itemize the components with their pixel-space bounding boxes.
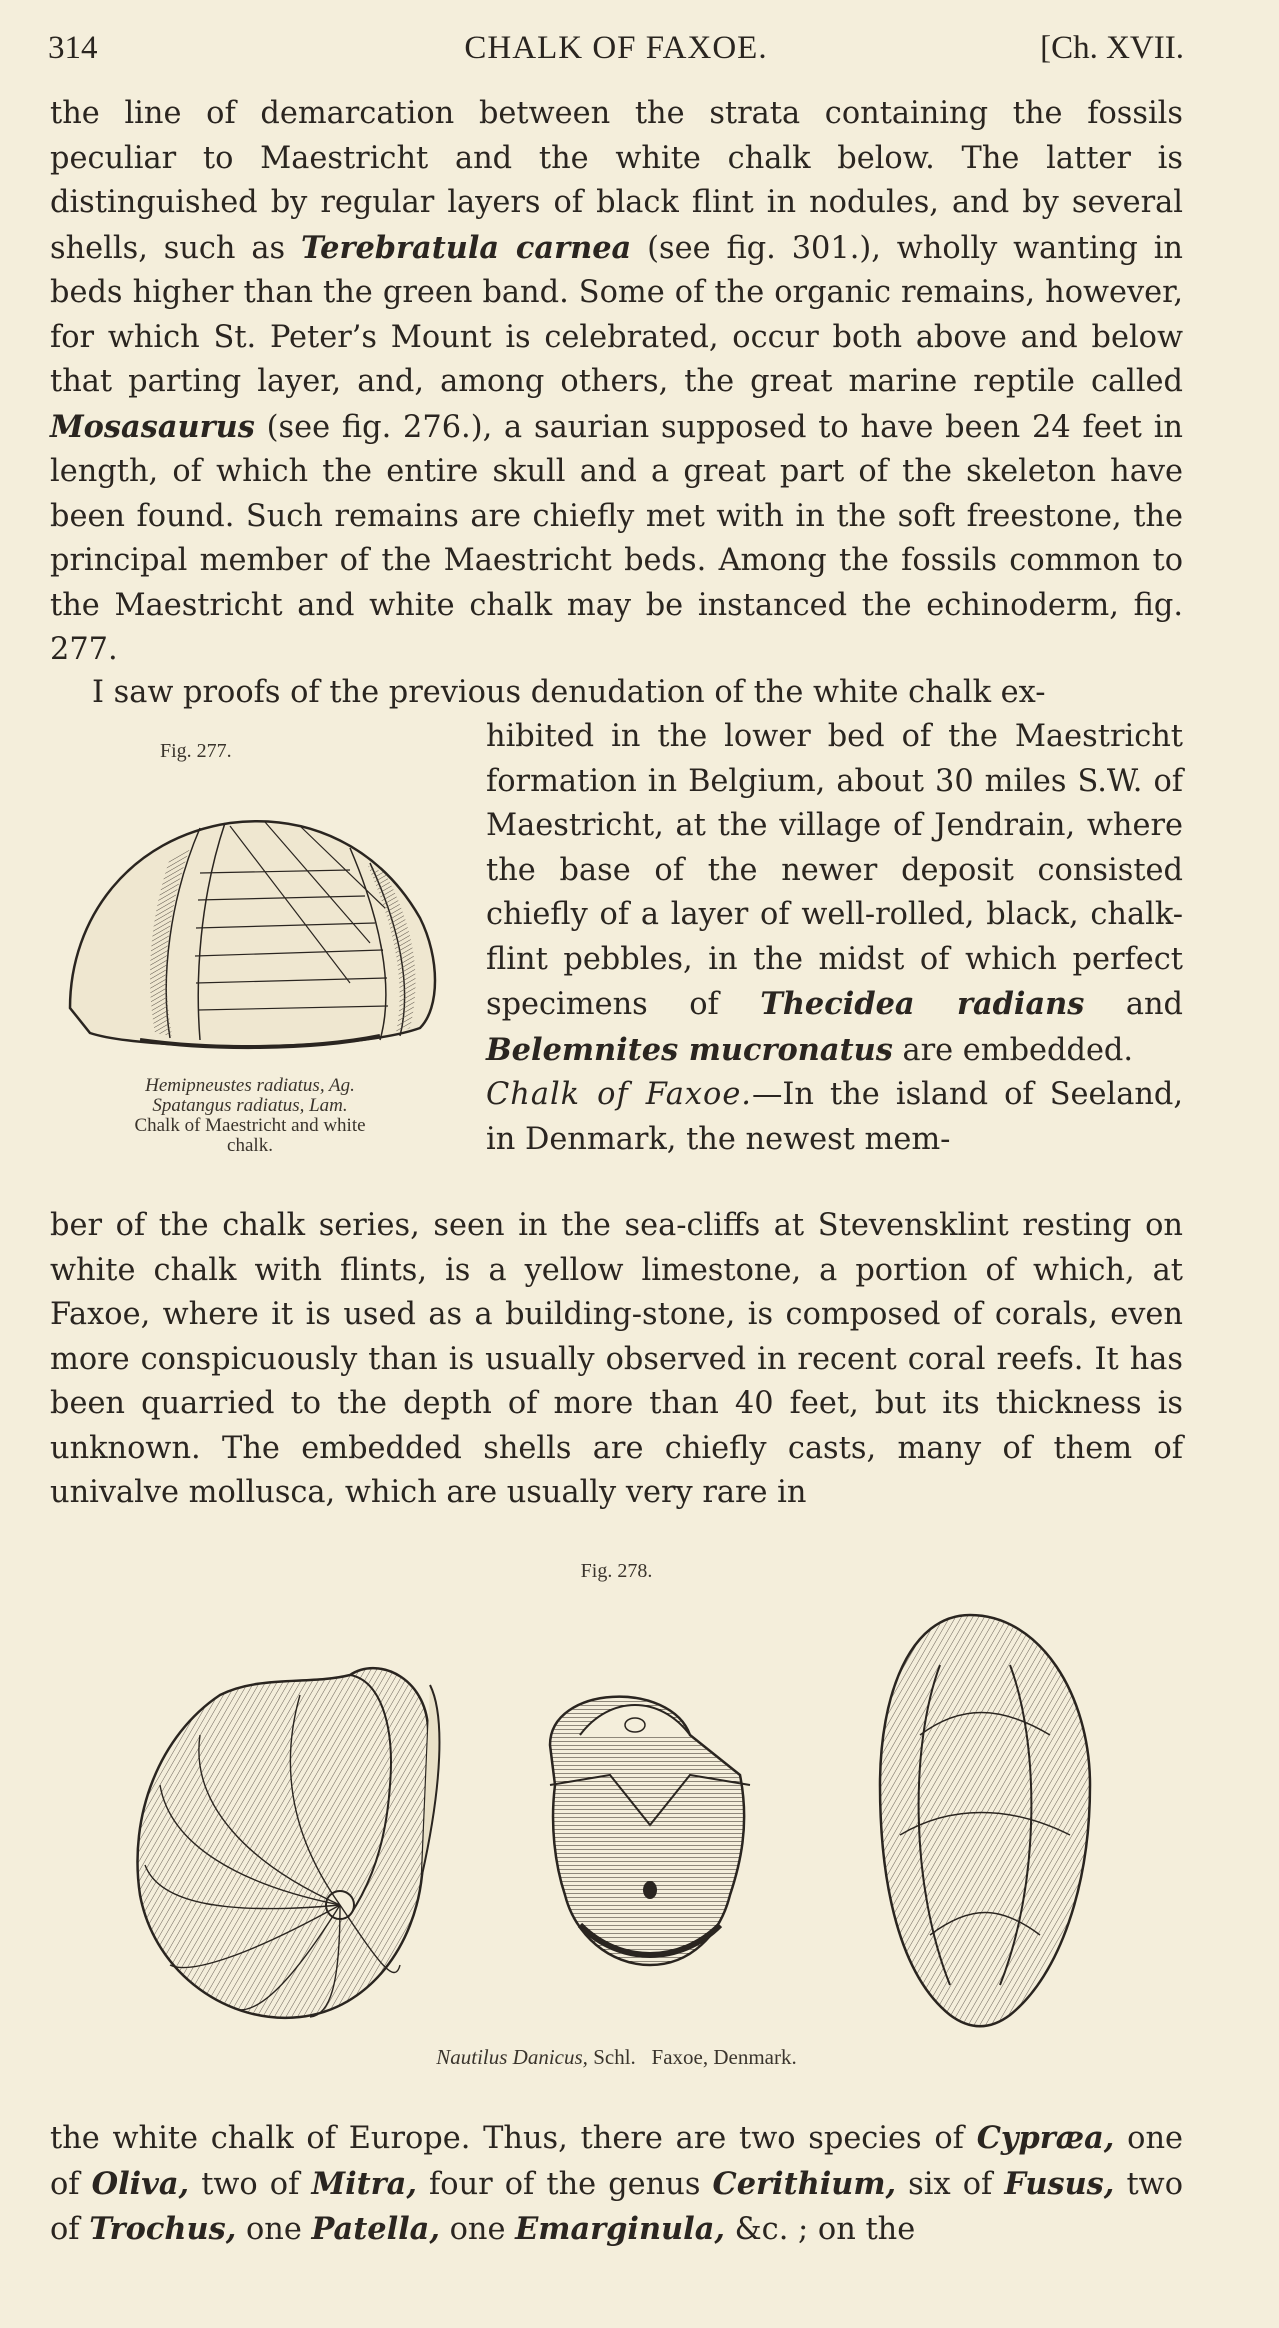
p2-text-1: hibited in the lower bed of the Maestricht formation in Belgium, about 30 miles S.W. of Maestricht, at the village of Jendrain, where the base of the newer deposit consisted chiefly of a layer of well-rolled, black, chalk-flint pebbles, in the midst of which perfect specimens of bbox=[486, 719, 1183, 1022]
p4-text-6: two of bbox=[50, 2166, 1183, 2247]
paragraph-demarcation bbox=[50, 92, 1183, 673]
p2-text-3: are embedded. bbox=[892, 1032, 1134, 1068]
echinoderm-illustration bbox=[50, 778, 450, 1078]
fig277-caption-line1: Hemipneustes radiatus, Ag. bbox=[145, 1075, 355, 1096]
fusus-name: Fusus, bbox=[1004, 2165, 1115, 2202]
thecidea-name: Thecidea radians bbox=[760, 986, 1085, 1022]
fig277-caption-line2: Spatangus radiatus, Lam. bbox=[152, 1095, 348, 1116]
paragraph-denudation bbox=[486, 715, 1183, 1073]
fig277-caption-line4: chalk. bbox=[227, 1135, 273, 1156]
nautilus-illustrations bbox=[50, 1585, 1183, 2045]
paragraph-white-chalk-species bbox=[50, 2116, 1183, 2253]
paragraph-faxoe-head bbox=[486, 1073, 1183, 1162]
figure-277 bbox=[50, 740, 450, 1180]
p2-text-2: and bbox=[1084, 987, 1183, 1022]
p4-text-5: six of bbox=[896, 2166, 1005, 2202]
p4-text-3: two of bbox=[189, 2166, 312, 2202]
fig277-caption bbox=[50, 1076, 450, 1156]
p4-text-2: one of bbox=[50, 2121, 1184, 2202]
p1-text-2: (see fig. 301.), wholly wanting in beds higher than the green band. Some of the organic remains, however, for which St. Peter’s Mount is celebrated, occur both above and below that parting layer, and, among others, the great marine reptile called bbox=[50, 230, 1183, 399]
paragraph-denudation-lead bbox=[50, 671, 1183, 716]
paragraph-faxoe bbox=[50, 1204, 1183, 1516]
belemnites-name: Belemnites mucronatus bbox=[486, 1031, 893, 1068]
p4-text-1: the white chalk of Europe. Thus, there are two species of bbox=[50, 2121, 977, 2156]
p4-text-9: &c. ; on the bbox=[724, 2212, 916, 2247]
p4-text-8: one bbox=[439, 2212, 516, 2247]
patella-name: Patella, bbox=[311, 2211, 440, 2247]
figure-278 bbox=[50, 1560, 1183, 2080]
fig278-locality: Faxoe, Denmark. bbox=[651, 2045, 797, 2069]
p1-text-3: (see fig. 276.), a saurian supposed to have been 24 feet in length, of which the entire skull and a great part of the skeleton have been found. Such remains are chiefly met with in the soft freestone, the principal member of the Maestricht beds. Among the fossils common to the Maestricht and white chalk may be instanced the echinoderm, fig. 277. bbox=[50, 409, 1183, 667]
nautilus-back-view bbox=[880, 1615, 1090, 2026]
oliva-name: Oliva, bbox=[91, 2165, 190, 2202]
running-title: CHALK OF FAXOE. bbox=[464, 30, 768, 66]
emarginula-name: Emarginula, bbox=[515, 2211, 725, 2247]
fig278-species: Nautilus Danicus, bbox=[436, 2045, 588, 2069]
p4-text-7: one bbox=[236, 2212, 312, 2247]
nautilus-side-view bbox=[138, 1668, 440, 2018]
page-number: 314 bbox=[48, 30, 98, 66]
mitra-name: Mitra, bbox=[311, 2165, 417, 2202]
p3-text-2: ber of the chalk series, seen in the sea-cliffs at Stevensklint resting on white chalk with flints, is a yellow limestone, a portion of which, at Faxoe, where it is used as a building-stone, is composed of corals, even more conspicuously than is usually observed in recent coral reefs. It has been quarried to the depth of more than 40 feet, but its thickness is unknown. The embedded shells are chiefly casts, many of them of univalve mollusca, which are usually very rare in bbox=[50, 1208, 1183, 1510]
trochus-name: Trochus, bbox=[89, 2211, 237, 2247]
terebratula-name: Terebratula carnea bbox=[300, 229, 632, 266]
p1-text-1: the line of demarcation between the strata containing the fossils peculiar to Maestricht and the white chalk below. The latter is distinguished by regular layers of black flint in nodules, and by several shells, such as bbox=[50, 96, 1183, 266]
fig277-caption-line3: Chalk of Maestricht and white bbox=[134, 1115, 366, 1136]
section-heading-chalk-of-faxoe: Chalk of Faxoe. bbox=[486, 1077, 752, 1112]
cypraea-name: Cypræa, bbox=[976, 2120, 1115, 2156]
fig278-label: Fig. 278. bbox=[580, 1560, 653, 1582]
running-head bbox=[48, 30, 1184, 74]
p2-lead: I saw proofs of the previous denudation of the white chalk ex- bbox=[92, 675, 1046, 710]
nautilus-front-view bbox=[550, 1697, 750, 1965]
chapter-marker: [Ch. XVII. bbox=[1040, 30, 1184, 66]
wrapped-text-block bbox=[486, 715, 1183, 1162]
fig278-caption bbox=[50, 2045, 1183, 2070]
p3-text-1: —In the island of Seeland, in Denmark, the newest mem- bbox=[486, 1077, 1184, 1157]
fig277-label: Fig. 277. bbox=[160, 740, 232, 762]
p4-text-4: four of the genus bbox=[416, 2166, 713, 2202]
fig278-author: Schl. bbox=[587, 2045, 636, 2069]
mosasaurus-name: Mosasaurus bbox=[50, 408, 255, 445]
cerithium-name: Cerithium, bbox=[712, 2165, 897, 2202]
